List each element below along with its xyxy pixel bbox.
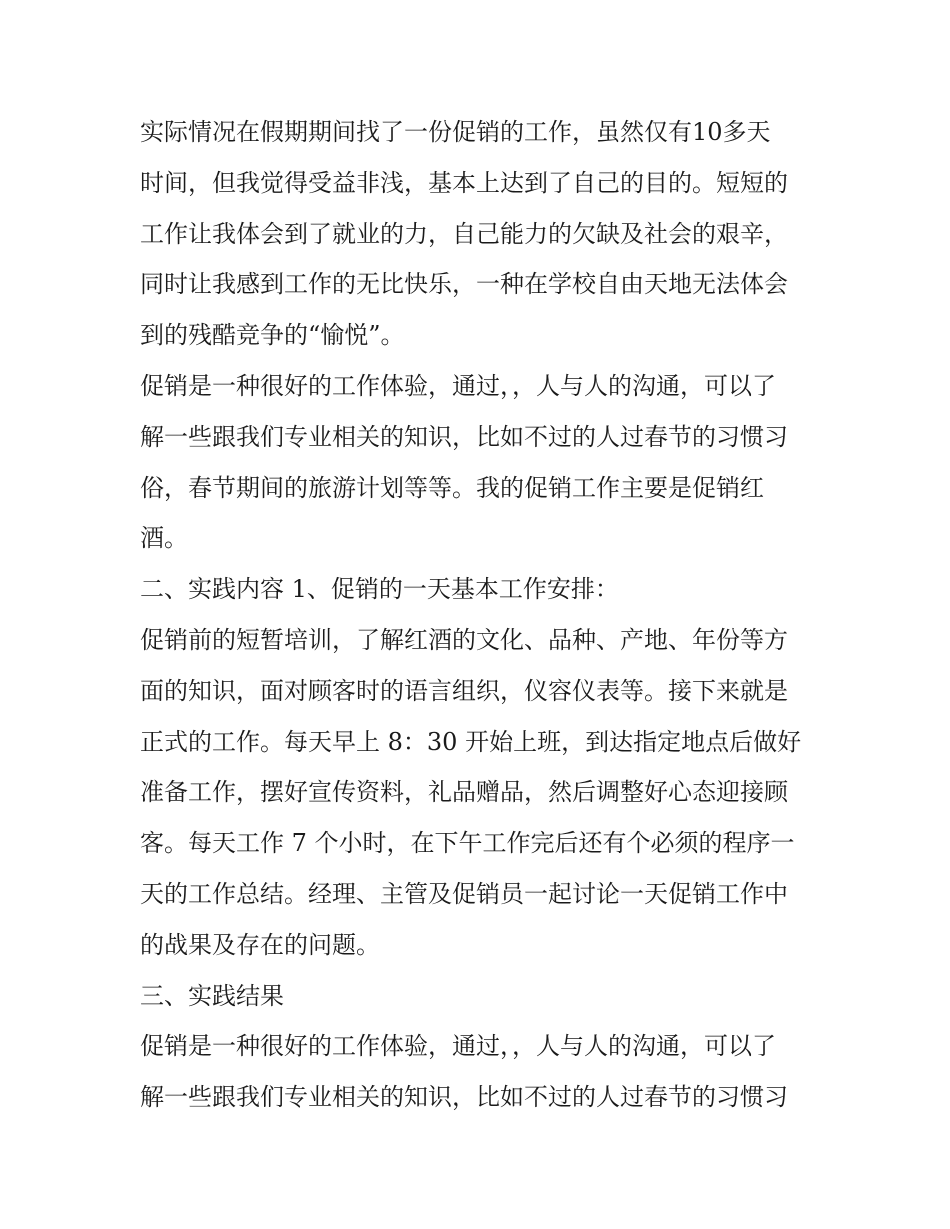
text-line: 工作让我体会到了就业的力，自己能力的欠缺及社会的艰辛， <box>140 219 788 248</box>
text-line: 面的知识，面对顾客时的语言组织，仪容仪表等。接下来就是 <box>140 676 788 705</box>
text-line: 的战果及存在的问题。 <box>140 930 380 959</box>
text-line: 时间，但我觉得受益非浅，基本上达到了自己的目的。短短的 <box>140 168 788 197</box>
text-line: 同时让我感到工作的无比快乐，一种在学校自由天地无法体会 <box>140 270 788 299</box>
text-line: 天的工作总结。经理、主管及促销员一起讨论一天促销工作中 <box>140 879 788 908</box>
text-line: 俗，春节期间的旅游计划等等。我的促销工作主要是促销红 <box>140 473 764 502</box>
text-line: 促销是一种很好的工作体验，通过，，人与人的沟通，可以了 <box>140 371 776 400</box>
text-line: 到的残酷竞争的“愉悦”。 <box>140 321 405 350</box>
document-body <box>140 107 820 1123</box>
text-line: 正式的工作。每天早上 8：30 开始上班，到达指定地点后做好 <box>140 727 802 756</box>
text-line: 客。每天工作 7 个小时，在下午工作完后还有个必须的程序一 <box>140 829 795 858</box>
section-heading: 三、实践结果 <box>140 981 284 1010</box>
text-line: 酒。 <box>140 524 188 553</box>
text-line: 准备工作，摆好宣传资料，礼品赠品，然后调整好心态迎接顾 <box>140 778 788 807</box>
section-heading: 二、实践内容 1、促销的一天基本工作安排： <box>140 575 619 604</box>
text-line: 促销前的短暂培训，了解红酒的文化、品种、产地、年份等方 <box>140 625 788 654</box>
text-line: 实际情况在假期期间找了一份促销的工作，虽然仅有10多天 <box>140 118 771 146</box>
text-line: 促销是一种很好的工作体验，通过，，人与人的沟通，可以了 <box>140 1032 776 1061</box>
text-line: 解一些跟我们专业相关的知识，比如不过的人过春节的习惯习 <box>140 1083 788 1112</box>
text-line: 解一些跟我们专业相关的知识，比如不过的人过春节的习惯习 <box>140 422 788 451</box>
